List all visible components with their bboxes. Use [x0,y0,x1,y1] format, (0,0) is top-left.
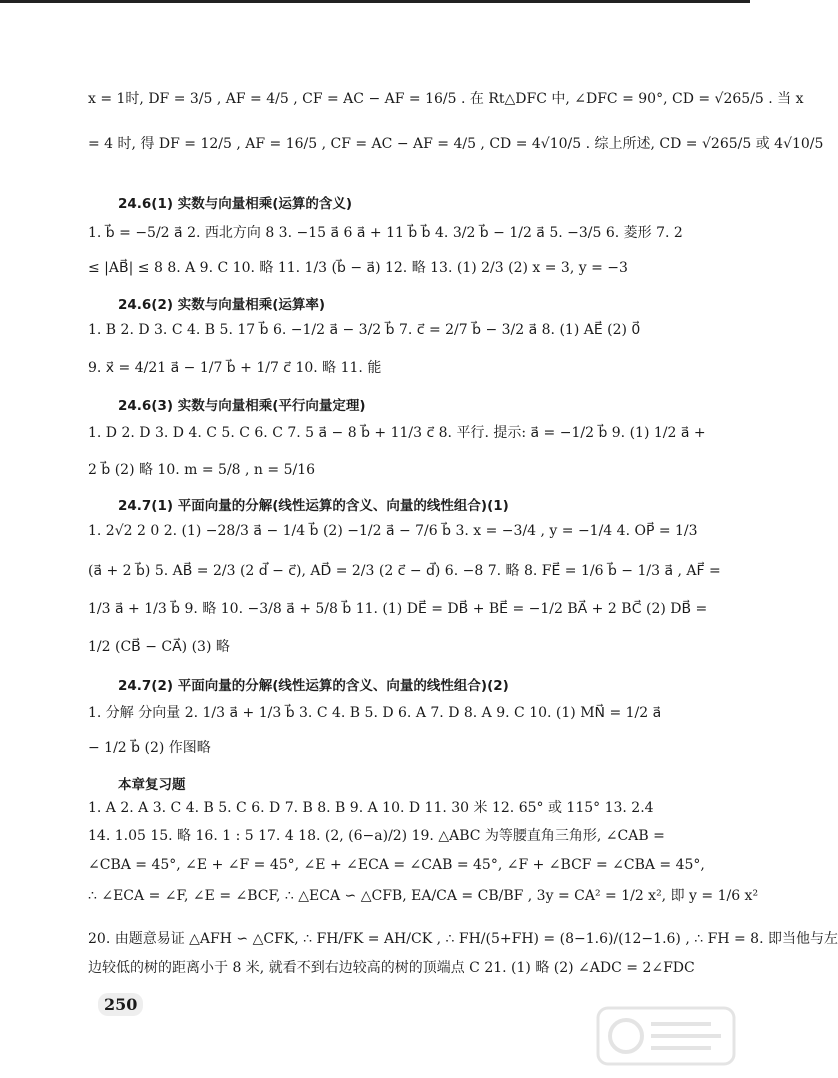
answer-line: 1. b⃗ = −5/2 a⃗ 2. 西北方向 8 3. −15 a⃗ 6 a⃗ + 11 b⃗ b⃗ 4. 3/2 b⃗ − 1/2 a⃗ 5. −3/5 6. 菱形 7. 2 [88,225,683,241]
answer-line: 2 b⃗ (2) 略 10. m = 5/8 , n = 5/16 [88,462,316,478]
answer-line: = 4 时, 得 DF = 12/5 , AF = 16/5 , CF = AC − AF = 4/5 , CD = 4√10/5 . 综上所述, CD = √265/5 或 4√10/5 [88,136,824,152]
answer-line: 14. 1.05 15. 略 16. 1 : 5 17. 4 18. (2, (6−a)/2) 19. △ABC 为等腰直角三角形, ∠CAB = [88,828,665,844]
answer-line: 1. B 2. D 3. C 4. B 5. 17 b⃗ 6. −1/2 a⃗ − 3/2 b⃗ 7. c⃗ = 2/7 b⃗ − 3/2 a⃗ 8. (1) AE⃗ (2) 0⃗ [88,322,641,338]
section-heading: 本章复习题 [118,777,186,793]
section-heading: 24.7(1) 平面向量的分解(线性运算的含义、向量的线性组合)(1) [118,498,509,514]
answer-line: 1/2 (CB⃗ − CA⃗) (3) 略 [88,639,230,655]
top-rule [0,0,750,3]
answer-line: ∠CBA = 45°, ∠E + ∠F = 45°, ∠E + ∠ECA = ∠CAB = 45°, ∠F + ∠BCF = ∠CBA = 45°, [88,857,705,873]
section-heading: 24.6(2) 实数与向量相乘(运算率) [118,297,326,313]
answer-line: 9. x⃗ = 4/21 a⃗ − 1/7 b⃗ + 1/7 c⃗ 10. 略 11. 能 [88,360,382,376]
watermark-logo [596,1006,736,1066]
answer-line: ∴ ∠ECA = ∠F, ∠E = ∠BCF, ∴ △ECA ∽ △CFB, EA/CA = CB/BF , 3y = CA² = 1/2 x², 即 y = 1/6 x² [88,888,759,904]
section-heading: 24.7(2) 平面向量的分解(线性运算的含义、向量的线性组合)(2) [118,678,509,694]
section-heading: 24.6(3) 实数与向量相乘(平行向量定理) [118,398,366,414]
answer-line: − 1/2 b⃗ (2) 作图略 [88,740,211,756]
answer-line: 1. A 2. A 3. C 4. B 5. C 6. D 7. B 8. B 9. A 10. D 11. 30 米 12. 65° 或 115° 13. 2.4 [88,800,654,816]
answer-line: ≤ |AB⃗| ≤ 8 8. A 9. C 10. 略 11. 1/3 (b⃗ − a⃗) 12. 略 13. (1) 2/3 (2) x = 3, y = −3 [88,260,628,276]
answer-line: 20. 由题意易证 △AFH ∽ △CFK, ∴ FH/FK = AH/CK , ∴ FH/(5+FH) = (8−1.6)/(12−1.6) , ∴ FH = 8. 即当他与左 [88,931,838,947]
answer-line: 1. D 2. D 3. D 4. C 5. C 6. C 7. 5 a⃗ − 8 b⃗ + 11/3 c⃗ 8. 平行. 提示: a⃗ = −1/2 b⃗ 9. (1) 1/2 a⃗ + [88,425,706,441]
answer-line: 边较低的树的距离小于 8 米, 就看不到右边较高的树的顶端点 C 21. (1) 略 (2) ∠ADC = 2∠FDC [88,960,695,976]
page-number: 250 [98,993,143,1016]
section-heading: 24.6(1) 实数与向量相乘(运算的含义) [118,196,353,212]
answer-line: 1. 2√2 2 0 2. (1) −28/3 a⃗ − 1/4 b⃗ (2) −1/2 a⃗ − 7/6 b⃗ 3. x = −3/4 , y = −1/4 4. OP⃗ = 1/3 [88,523,698,539]
answer-line: 1. 分解 分向量 2. 1/3 a⃗ + 1/3 b⃗ 3. C 4. B 5. D 6. A 7. D 8. A 9. C 10. (1) MN⃗ = 1/2 a⃗ [88,705,662,721]
answer-line: (a⃗ + 2 b⃗) 5. AB⃗ = 2/3 (2 d⃗ − c⃗), AD⃗ = 2/3 (2 c⃗ − d⃗) 6. −8 7. 略 8. FE⃗ = 1/6 b⃗ − 1/3 a⃗ , AF⃗ = [88,563,721,579]
answer-line: x = 1时, DF = 3/5 , AF = 4/5 , CF = AC − AF = 16/5 . 在 Rt△DFC 中, ∠DFC = 90°, CD = √265/5 . 当 x [88,91,804,107]
answer-line: 1/3 a⃗ + 1/3 b⃗ 9. 略 10. −3/8 a⃗ + 5/8 b⃗ 11. (1) DE⃗ = DB⃗ + BE⃗ = −1/2 BA⃗ + 2 BC⃗ (2) DB⃗ = [88,601,708,617]
